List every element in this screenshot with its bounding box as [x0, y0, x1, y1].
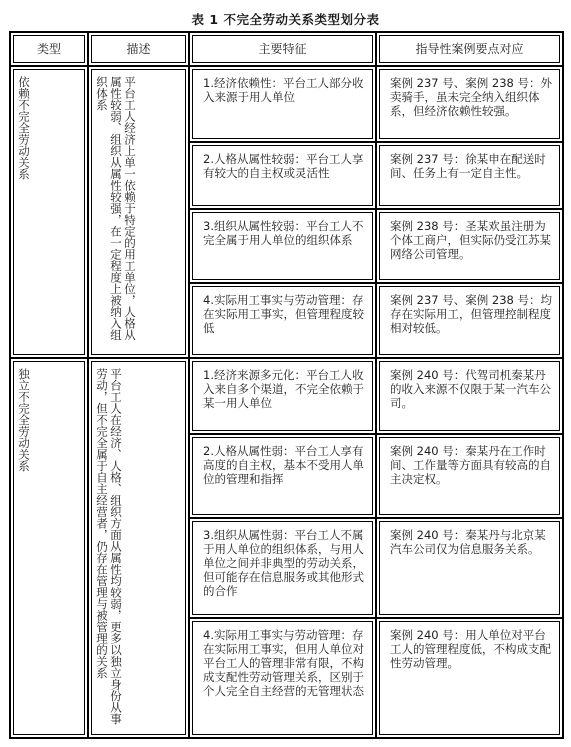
description-cell	[88, 66, 189, 358]
table-title: 表 1 不完全劳动关系类型划分表	[191, 12, 380, 27]
type-cell	[10, 358, 88, 738]
case-cell: 案例 238 号：圣某欢虽注册为个体工商户，但实际仍受江苏某网络公司管理。	[376, 209, 563, 283]
header-cell-description: 描述	[88, 32, 189, 66]
case-cell: 案例 240 号：代驾司机秦某丹的收入来源不仅限于某一汽车公司。	[376, 358, 563, 434]
feature-cell: 3.组织从属性弱：平台工人不属于用人单位的组织体系，与用人单位之间并非典型的劳动关系，但可能存在信息服务或其他形式的合作	[189, 518, 376, 618]
feature-cell: 1.经济依赖性：平台工人部分收入来源于用人单位	[189, 66, 376, 142]
description-text: 平台工人经济上单一依赖于特定的用工单位，人格从属性较弱、组织从属性较强，在一定程度上被纳入组织体系	[95, 76, 137, 341]
description-text: 平台工人在经济、人格、组织方面从属性均较弱，更多以独立身份从事劳动，但不完全属于自主经营者，仍存在管理与被管理的关系	[95, 368, 123, 725]
feature-cell: 4.实际用工事实与劳动管理：存在实际用工事实，但用人单位对平台工人的管理非常有限，不构成支配性劳动管理关系，区别于个人完全自主经营的无管理状态	[189, 618, 376, 738]
table-row	[10, 66, 563, 142]
header-cell-cases: 指导性案例要点对应	[376, 32, 563, 66]
case-cell: 案例 240 号：用人单位对平台工人的管理程度低，不构成支配性劳动管理。	[376, 618, 563, 738]
case-cell: 案例 237 号：徐某申在配送时间、任务上有一定自主性。	[376, 142, 563, 209]
header-cell-features: 主要特征	[189, 32, 376, 66]
feature-cell: 2.人格从属性弱：平台工人享有高度的自主权，基本不受用人单位的管理和指挥	[189, 434, 376, 518]
case-cell: 案例 237 号、案例 238 号：均存在实际用工，但管理控制程度相对较低。	[376, 283, 563, 358]
type-label: 独立不完全劳动关系	[17, 368, 31, 472]
table-row	[10, 358, 563, 434]
classification-table	[9, 31, 564, 739]
case-cell: 案例 237 号、案例 238 号：外卖骑手，虽未完全纳入组织体系，但经济依赖性较强。	[376, 66, 563, 142]
type-label: 依赖不完全劳动关系	[17, 76, 31, 180]
type-cell	[10, 66, 88, 358]
case-cell: 案例 240 号：秦某丹在工作时间、工作量等方面具有较高的自主决定权。	[376, 434, 563, 518]
feature-cell: 2.人格从属性较弱：平台工人享有较大的自主权或灵活性	[189, 142, 376, 209]
feature-cell: 3.组织从属性较弱：平台工人不完全属于用人单位的组织体系	[189, 209, 376, 283]
case-cell: 案例 240 号：秦某丹与北京某汽车公司仅为信息服务关系。	[376, 518, 563, 618]
feature-cell: 1.经济来源多元化：平台工人收入来自多个渠道，不完全依赖于某一用人单位	[189, 358, 376, 434]
description-cell	[88, 358, 189, 738]
feature-cell: 4.实际用工事实与劳动管理：存在实际用工事实，但管理程度较低	[189, 283, 376, 358]
header-cell-type: 类型	[10, 32, 88, 66]
